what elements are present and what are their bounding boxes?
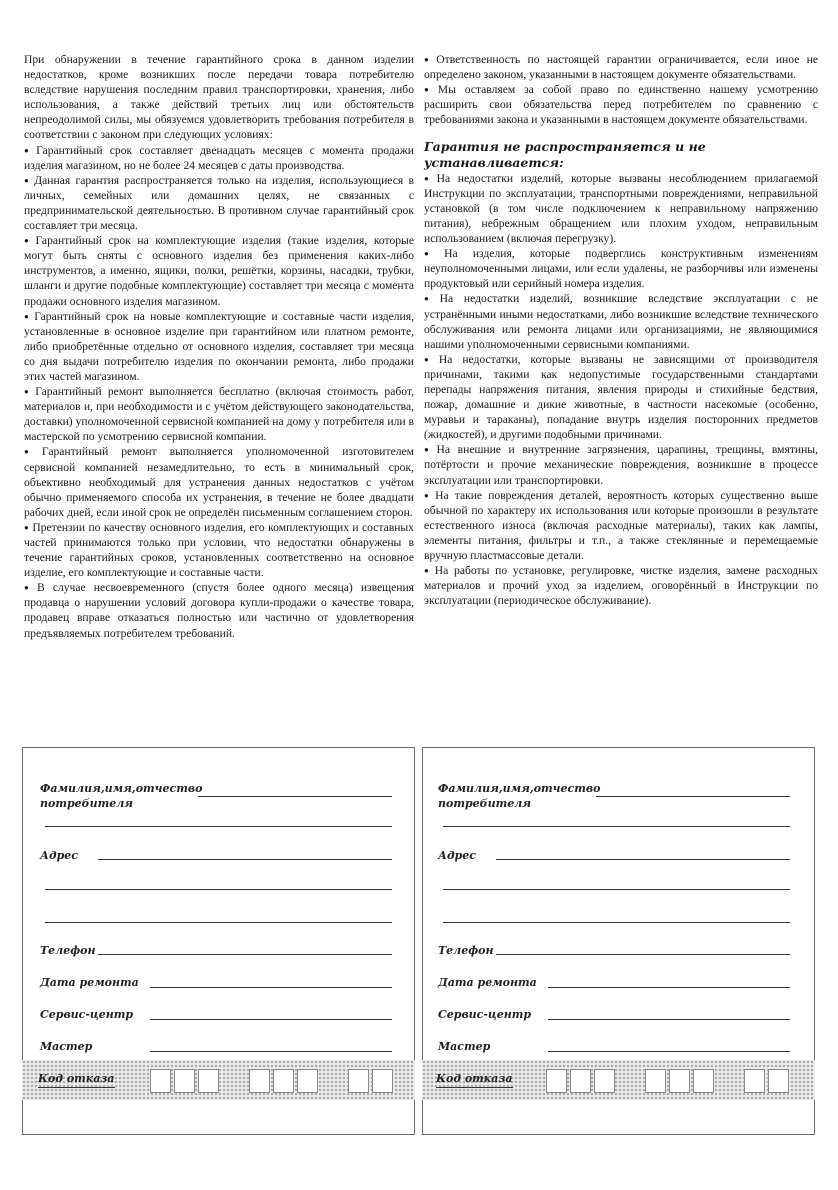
failure-code-box[interactable] <box>372 1069 393 1093</box>
exclusions-heading: Гарантия не распространяется и не устанавливается: <box>424 139 706 170</box>
failure-code-label: Код отказа <box>38 1072 115 1088</box>
full-name-field[interactable] <box>596 796 790 797</box>
failure-code-strip <box>422 1060 815 1100</box>
exclusion-item: ● На недостатки, которые вызваны не зависящими от производителя причинами, такими как недопустимые государственными стандартами перепады напряжения питания, явления природы и стихийные бедствия, пожар, домашние и дикие животные, в частности насекомые (особенно, муравьи и тараканы), попадание внутрь изделия посторонних предметов (жидкостей), и другими подобными причинами. <box>424 352 818 443</box>
service-center-label: Сервис-центр <box>40 1008 134 1021</box>
failure-code-box[interactable] <box>570 1069 591 1093</box>
failure-code-box[interactable] <box>297 1069 318 1093</box>
phone-field[interactable] <box>98 954 392 955</box>
warranty-condition: ● Ответственность по настоящей гарантии ограничивается, если иное не определено законом, указанными в настоящем документе обязательствами. <box>424 52 818 82</box>
address-label: Адрес <box>40 849 78 862</box>
address-field-line-3[interactable] <box>45 922 392 923</box>
phone-label: Телефон <box>438 944 494 957</box>
failure-code-box[interactable] <box>174 1069 195 1093</box>
master-field[interactable] <box>548 1051 790 1052</box>
exclusion-item: ● На внешние и внутренние загрязнения, царапины, трещины, вмятины, потёртости и прочие механические повреждения, возникшие в процессе эксплуатации или транспортировки. <box>424 442 818 487</box>
failure-code-label: Код отказа <box>436 1072 513 1088</box>
warranty-condition: ● Гарантийный срок составляет двенадцать месяцев с момента продажи изделия магазином, но не более 24 месяцев с даты производства. <box>24 143 414 173</box>
service-center-field[interactable] <box>548 1019 790 1020</box>
failure-code-box[interactable] <box>273 1069 294 1093</box>
warranty-condition: ● В случае несвоевременного (спустя более одного месяца) извещения продавца о нарушении условий договора купли-продажи о качестве товара, продавец вправе отказаться полностью или частично от удовлетворения предъявляемых потребителем требований. <box>24 580 414 640</box>
warranty-condition: ● Гарантийный ремонт выполняется уполномоченной изготовителем сервисной компанией незамедлительно, то есть в минимальный срок, объективно необходимый для устранения данных недостатков с учётом обычно применяемого способа их устранения, в течение не более двадцати рабочих дней, если иной срок не определён письменным соглашением сторон. <box>24 444 414 519</box>
failure-code-box[interactable] <box>669 1069 690 1093</box>
failure-code-box[interactable] <box>645 1069 666 1093</box>
address-field[interactable] <box>496 859 790 860</box>
repair-date-label: Дата ремонта <box>40 976 139 989</box>
service-center-label: Сервис-центр <box>438 1008 532 1021</box>
warranty-conditions-column <box>24 52 414 641</box>
address-field[interactable] <box>98 859 392 860</box>
failure-code-box[interactable] <box>594 1069 615 1093</box>
phone-label: Телефон <box>40 944 96 957</box>
warranty-condition: ● Гарантийный ремонт выполняется бесплатно (включая стоимость работ, материалов и, при необходимости и с учётом действующего законодательства, доставки) уполномоченной сервисной компанией на дому у потребителя или в мастерской по усмотрению сервисной компании. <box>24 384 414 444</box>
phone-field[interactable] <box>496 954 790 955</box>
repair-card-right <box>422 747 815 1135</box>
address-field-line-3[interactable] <box>443 922 790 923</box>
consumer-label: потребителя <box>40 797 134 810</box>
master-field[interactable] <box>150 1051 392 1052</box>
full-name-label: Фамилия,имя,отчество <box>438 782 601 795</box>
full-name-label: Фамилия,имя,отчество <box>40 782 203 795</box>
exclusion-item: ● На такие повреждения деталей, вероятность которых существенно выше обычной по характеру их использования или которые произошли в результате естественного износа (включая расходные материалы), таких как лампы, элементы питания, фильтры и т.п., а также стеклянные и перемещаемые вручную пластмассовые детали. <box>424 488 818 563</box>
master-label: Мастер <box>40 1040 93 1053</box>
warranty-intro: При обнаружении в течение гарантийного срока в данном изделии недостатков, кроме возникших после передачи товара потребителю вследствие нарушения последним правил транспортировки, хранения, либо использования, а также действий третьих лиц или обстоятельств непреодолимой силы, мы обязуемся удовлетворить требования потребителя в соответствии с законом при следующих условиях: <box>24 53 414 142</box>
failure-code-box[interactable] <box>348 1069 369 1093</box>
service-center-field[interactable] <box>150 1019 392 1020</box>
failure-code-box[interactable] <box>693 1069 714 1093</box>
address-label: Адрес <box>438 849 476 862</box>
warranty-condition: ● Данная гарантия распространяется только на изделия, использующиеся в личных, семейных или домашних целях, не связанных с предпринимательской деятельностью. В противном случае гарантийный срок составляет три месяца. <box>24 173 414 233</box>
repair-date-label: Дата ремонта <box>438 976 537 989</box>
full-name-field-line-2[interactable] <box>443 826 790 827</box>
full-name-field[interactable] <box>198 796 392 797</box>
full-name-field-line-2[interactable] <box>45 826 392 827</box>
warranty-condition: ● Претензии по качеству основного изделия, его комплектующих и составных частей принимаются только при условии, что недостатки обнаружены в течение гарантийных сроков, установленных соответственно на основное изделие, его комплектующие и составные части. <box>24 520 414 580</box>
failure-code-box[interactable] <box>546 1069 567 1093</box>
warranty-condition: ● Гарантийный срок на новые комплектующие и составные части изделия, установленные в основное изделие при гарантийном или платном ремонте, либо приобретённые отдельно от основного изделия, составляет три месяца со дня выдачи потребителю изделия по окончании ремонта, либо продажи этих частей магазином. <box>24 309 414 384</box>
exclusion-item: ● На изделия, которые подверглись конструктивным изменениям неуполномоченными лицами, или если удалены, не разборчивы или изменены продуктовый или серийный номера изделия. <box>424 246 818 291</box>
repair-date-field[interactable] <box>548 987 790 988</box>
repair-card-left <box>22 747 415 1135</box>
address-field-line-2[interactable] <box>443 889 790 890</box>
failure-code-strip <box>22 1060 415 1100</box>
consumer-label: потребителя <box>438 797 532 810</box>
failure-code-box[interactable] <box>249 1069 270 1093</box>
master-label: Мастер <box>438 1040 491 1053</box>
exclusion-item: ● На недостатки изделий, которые вызваны несоблюдением прилагаемой Инструкции по эксплуатации, транспортными повреждениями, неправильной установкой (в том числе подключением к неправильному напряжению питания), небрежным обращением или плохим уходом, неправильным использованием (включая перегрузку). <box>424 171 818 246</box>
repair-date-field[interactable] <box>150 987 392 988</box>
failure-code-box[interactable] <box>744 1069 765 1093</box>
exclusion-item: ● На недостатки изделий, возникшие вследствие эксплуатации с не устранёнными иными недостатками, либо возникшие вследствие технического обслуживания или ремонта лицами или организациями, не являющимися нашими уполномоченными сервисными компаниями. <box>424 291 818 351</box>
warranty-exclusions-column <box>424 52 818 608</box>
warranty-condition: ● Мы оставляем за собой право по единственно нашему усмотрению расширить свои обязательства перед потребителем по сравнению с требованиями закона и указанными в настоящем документе обязательствами. <box>424 82 818 127</box>
warranty-condition: ● Гарантийный срок на комплектующие изделия (такие изделия, которые могут быть сняты с основного изделия без применения каких-либо инструментов, а именно, ящики, полки, решётки, корзины, насадки, трубки, шланги и другие подобные комплектующие) составляет три месяца с момента продажи основного изделия магазином. <box>24 233 414 308</box>
address-field-line-2[interactable] <box>45 889 392 890</box>
failure-code-box[interactable] <box>768 1069 789 1093</box>
exclusion-item: ● На работы по установке, регулировке, чистке изделия, замене расходных материалов и прочий уход за изделием, оговорённый в Инструкции по эксплуатации (периодическое обслуживание). <box>424 563 818 608</box>
failure-code-box[interactable] <box>150 1069 171 1093</box>
failure-code-box[interactable] <box>198 1069 219 1093</box>
